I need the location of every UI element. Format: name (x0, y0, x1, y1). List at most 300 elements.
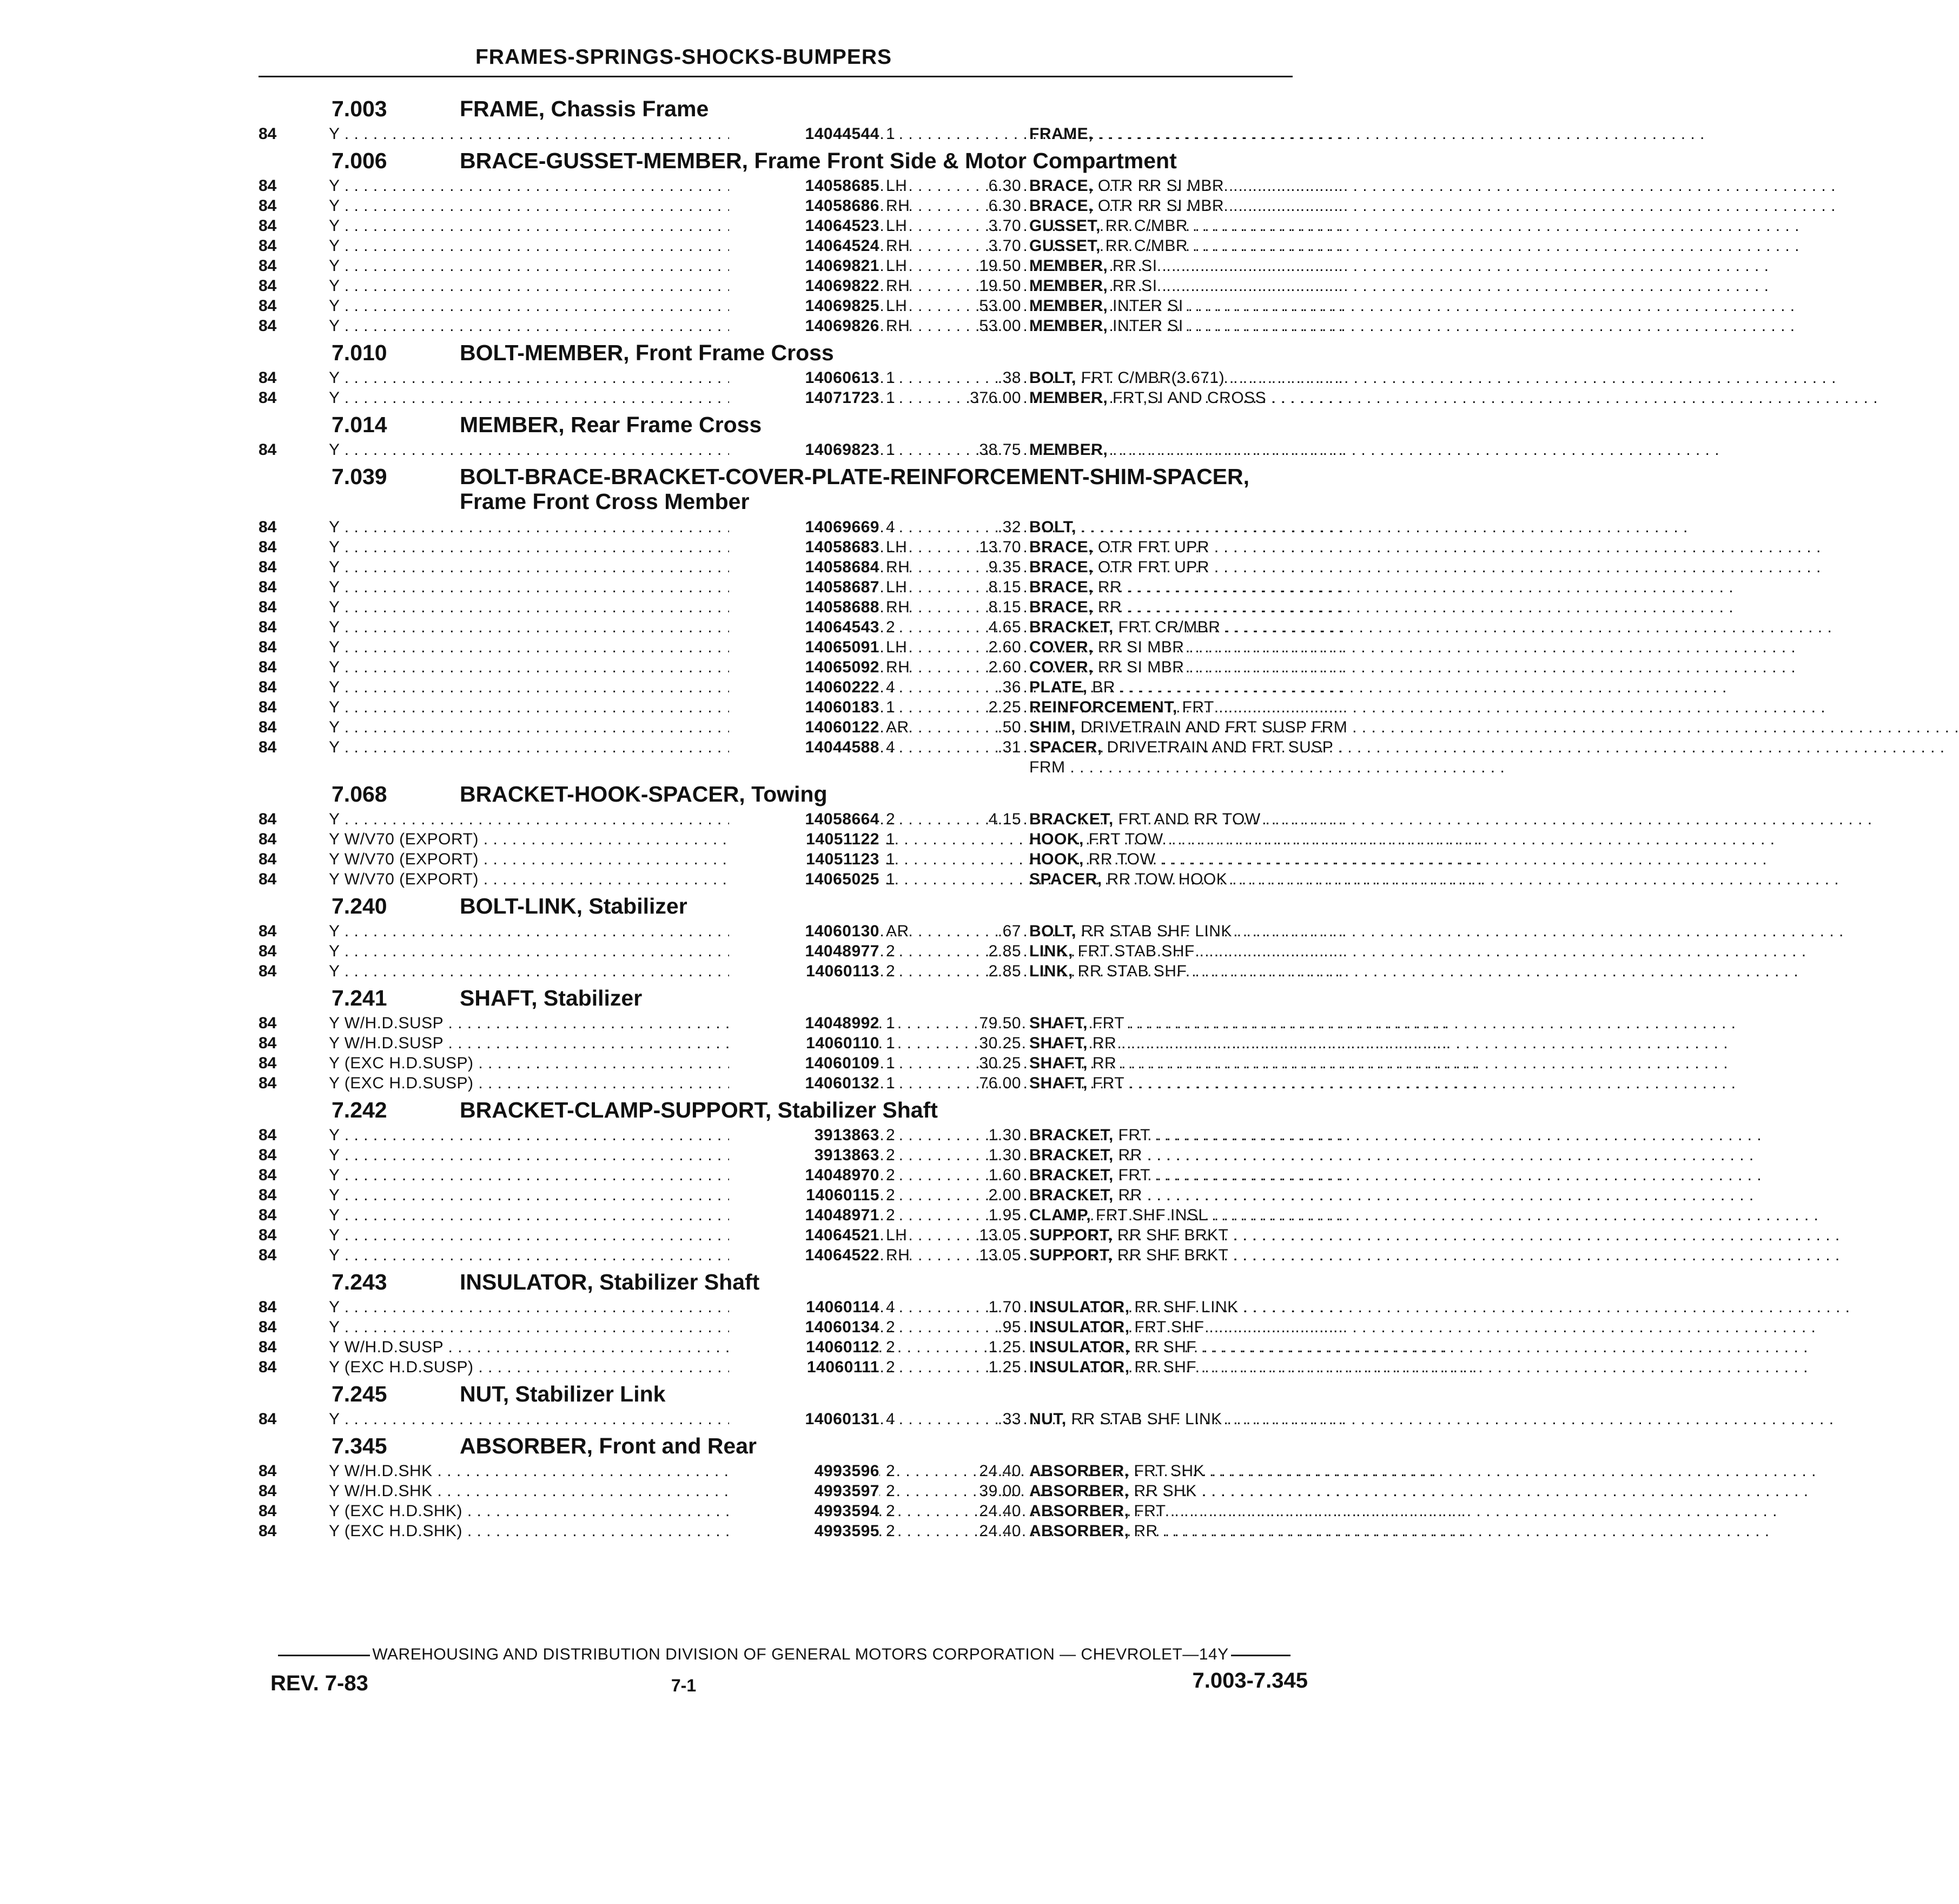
model-year: 84 (259, 1462, 277, 1480)
model-year: 84 (259, 197, 277, 215)
part-noun: SPACER, (1029, 738, 1102, 756)
model-year: 84 (259, 922, 277, 940)
part-detail: RR TOW (1088, 850, 1156, 868)
application: Y . . . (329, 557, 867, 577)
part-number: 3913863 (729, 1145, 879, 1165)
part-description (1029, 296, 1305, 316)
section-heading (259, 95, 1305, 124)
quantity: 1 (886, 830, 896, 848)
part-detail: RR SHF BRKT (1117, 1226, 1228, 1244)
part-detail: OTR RR SI MBR (1097, 177, 1225, 195)
part-number: 14060113 (729, 961, 879, 981)
part-detail: FRT,SI AND CROSS (1113, 389, 1267, 407)
part-noun: BRACKET, (1029, 1126, 1114, 1144)
page-title: FRAMES-SPRINGS-SHOCKS-BUMPERS (475, 45, 892, 69)
application: Y . . . (329, 1297, 867, 1317)
quantity: 1 (886, 698, 896, 716)
part-description (1029, 657, 1305, 677)
part-number: 14058664 (729, 809, 879, 829)
part-detail: RR SHF BRKT (1117, 1246, 1228, 1264)
part-noun: COVER, (1029, 658, 1094, 676)
quantity: LH (886, 1226, 908, 1244)
part-number: 14051123 (729, 849, 879, 869)
quantity: 1 (886, 1014, 896, 1032)
section-heading (259, 1268, 1305, 1297)
part-noun: LINK, (1029, 962, 1073, 980)
section-heading (259, 781, 1305, 809)
quantity: 1 (886, 369, 896, 387)
part-noun: BRACE, (1029, 598, 1094, 616)
part-description (1029, 921, 1305, 941)
model-year: 84 (259, 1298, 277, 1316)
section-number: 7.014 (332, 412, 387, 437)
model-year: 84 (259, 257, 277, 275)
part-number: 14048970 (729, 1165, 879, 1185)
part-description (1029, 1521, 1305, 1541)
part-description (1029, 697, 1305, 717)
part-row (259, 577, 1305, 597)
part-number: 14060613 (729, 368, 879, 388)
part-noun: SUPPORT, (1029, 1226, 1113, 1244)
part-noun: BRACKET, (1029, 1166, 1114, 1184)
quantity: LH (886, 217, 908, 235)
application: Y . . . (329, 961, 867, 981)
part-noun: SUPPORT, (1029, 1246, 1113, 1264)
part-description (1029, 517, 1305, 537)
part-detail: FRT (1118, 1126, 1150, 1144)
model-year: 84 (259, 518, 277, 536)
part-noun: SHIM, (1029, 718, 1076, 736)
part-row (259, 1073, 1305, 1093)
section-number: 7.245 (332, 1381, 387, 1406)
part-detail: RR SI MBR (1097, 638, 1184, 656)
part-number: 14058688 (729, 597, 879, 617)
part-detail: FRT (1118, 1166, 1150, 1184)
application: Y . . . (329, 717, 867, 737)
part-detail: RR SHF (1134, 1358, 1197, 1376)
price: .33 (997, 1410, 1021, 1428)
catalog-section (259, 984, 1305, 1093)
part-description (1029, 196, 1305, 216)
model-year: 84 (259, 1318, 277, 1336)
model-year: 84 (259, 578, 277, 596)
part-noun: GUSSET, (1029, 237, 1101, 255)
part-noun: FRAME, (1029, 125, 1093, 143)
section-heading (259, 147, 1305, 176)
quantity: 2 (886, 1358, 896, 1376)
model-year: 84 (259, 738, 277, 756)
application: Y . . . (329, 737, 867, 757)
model-year: 84 (259, 389, 277, 407)
part-row (259, 1053, 1305, 1073)
section-title: MEMBER, Rear Frame Cross (460, 412, 762, 437)
quantity: 2 (886, 1146, 896, 1164)
quantity: 2 (886, 810, 896, 828)
part-detail: OTR RR SI MBR (1097, 197, 1225, 215)
quantity: 2 (886, 962, 896, 980)
application: Y W/H.D.SHK . . . (329, 1461, 867, 1481)
part-detail: RR (1092, 1034, 1117, 1052)
part-row (259, 256, 1305, 276)
model-year: 84 (259, 1186, 277, 1204)
part-description (1029, 1073, 1305, 1093)
application: Y . . . (329, 1225, 867, 1245)
part-detail: FRT (1182, 698, 1214, 716)
model-year: 84 (259, 538, 277, 556)
model-year: 84 (259, 177, 277, 195)
application: Y . . . (329, 1185, 867, 1205)
part-row (259, 1297, 1305, 1317)
quantity: 1 (886, 441, 896, 459)
application: Y W/H.D.SUSP . . . (329, 1337, 867, 1357)
model-year: 84 (259, 678, 277, 696)
part-row (259, 921, 1305, 941)
catalog-section (259, 463, 1348, 777)
part-number: 14064524 (729, 236, 879, 256)
part-description (1029, 849, 1305, 869)
price: 376.00 (970, 389, 1021, 407)
part-number: 14069826 (729, 316, 879, 336)
quantity: 2 (886, 1462, 896, 1480)
application: Y . . . (329, 677, 867, 697)
section-title: BOLT-MEMBER, Front Frame Cross (460, 340, 834, 365)
quantity: 1 (886, 389, 896, 407)
quantity: 1 (886, 125, 896, 143)
model-year: 84 (259, 942, 277, 960)
part-detail: INTER SI (1113, 317, 1183, 335)
price: 39.00 (979, 1482, 1021, 1500)
part-description (1029, 869, 1305, 889)
quantity: AR (886, 718, 909, 736)
part-number: 14060222 (729, 677, 879, 697)
quantity: RH (886, 1246, 910, 1264)
model-year: 84 (259, 1074, 277, 1092)
section-number: 7.039 (332, 464, 387, 489)
part-description (1029, 1357, 1305, 1377)
quantity: AR (886, 922, 909, 940)
section-title: NUT, Stabilizer Link (460, 1381, 666, 1406)
price: 1.30 (988, 1126, 1021, 1144)
catalog-section (259, 1268, 1305, 1377)
part-noun: NUT, (1029, 1410, 1067, 1428)
price: 2.60 (988, 658, 1021, 676)
quantity: LH (886, 177, 908, 195)
part-row (259, 677, 1305, 697)
quantity: RH (886, 197, 910, 215)
model-year: 84 (259, 870, 277, 888)
part-number: 14064543 (729, 617, 879, 637)
quantity: 4 (886, 1410, 896, 1428)
price: 6.30 (988, 197, 1021, 215)
part-detail: FRT C/MBR(3.671) (1081, 369, 1225, 387)
application: Y . . . (329, 537, 867, 557)
part-row (259, 697, 1305, 717)
part-number: 14060132 (729, 1073, 879, 1093)
part-description (1029, 276, 1305, 296)
quantity: 4 (886, 678, 896, 696)
part-row (259, 961, 1305, 981)
part-detail: BR (1092, 678, 1115, 696)
footer-section-range: 7.003-7.345 (1192, 1669, 1308, 1693)
part-row (259, 296, 1305, 316)
part-noun: ABSORBER, (1029, 1462, 1129, 1480)
price: 1.60 (988, 1166, 1021, 1184)
part-description (1029, 637, 1305, 657)
price: 13.05 (979, 1226, 1021, 1244)
model-year: 84 (259, 618, 277, 636)
part-description (1029, 1033, 1305, 1053)
quantity: 2 (886, 1166, 896, 1184)
price: 13.05 (979, 1246, 1021, 1264)
price: 30.25 (979, 1034, 1021, 1052)
part-noun: BRACE, (1029, 177, 1094, 195)
part-detail: RR C/MBR (1105, 237, 1188, 255)
part-detail: OTR FRT UPR (1097, 558, 1209, 576)
part-detail: DRIVETRAIN AND FRT SUSP (1107, 738, 1333, 756)
part-row (259, 1501, 1305, 1521)
part-row (259, 1521, 1305, 1541)
part-noun: ABSORBER, (1029, 1502, 1129, 1520)
part-number: 14060115 (729, 1185, 879, 1205)
price: 79.50 (979, 1014, 1021, 1032)
part-noun: BOLT, (1029, 518, 1076, 536)
application: Y . . . (329, 256, 867, 276)
section-heading (259, 1380, 1305, 1409)
part-noun: COVER, (1029, 638, 1094, 656)
part-number: 14048992 (729, 1013, 879, 1033)
part-description (1029, 717, 1348, 737)
part-noun: BRACE, (1029, 578, 1094, 596)
catalog-section (259, 1380, 1305, 1429)
part-number: 14060114 (729, 1297, 879, 1317)
application: Y . . . (329, 176, 867, 196)
part-row (259, 316, 1305, 336)
part-number: 14060130 (729, 921, 879, 941)
part-number: 14048971 (729, 1205, 879, 1225)
part-row (259, 1317, 1305, 1337)
model-year: 84 (259, 1358, 277, 1376)
application: Y . . . (329, 517, 867, 537)
part-row (259, 1165, 1305, 1185)
part-description (1029, 388, 1305, 408)
part-description (1029, 316, 1305, 336)
section-number: 7.068 (332, 782, 387, 806)
section-title: ABSORBER, Front and Rear (460, 1433, 757, 1458)
part-detail: RR SHF (1134, 1338, 1197, 1356)
price: 4.65 (988, 618, 1021, 636)
part-description (1029, 216, 1305, 236)
model-year: 84 (259, 850, 277, 868)
model-year: 84 (259, 369, 277, 387)
model-year: 84 (259, 962, 277, 980)
part-number: 14069822 (729, 276, 879, 296)
part-noun: SHAFT, (1029, 1074, 1088, 1092)
part-description (1029, 124, 1305, 144)
model-year: 84 (259, 1054, 277, 1072)
part-number: 4993596 (729, 1461, 879, 1481)
model-year: 84 (259, 1246, 277, 1264)
model-year: 84 (259, 1502, 277, 1520)
application: Y W/V70 (EXPORT) . . . (329, 869, 867, 889)
model-year: 84 (259, 718, 277, 736)
part-description (1029, 617, 1305, 637)
part-number: 14060134 (729, 1317, 879, 1337)
part-noun: CLAMP, (1029, 1206, 1091, 1224)
part-detail: FRT SHF (1134, 1318, 1204, 1336)
part-detail: FRT TOW (1088, 830, 1163, 848)
part-row (259, 537, 1305, 557)
quantity: 4 (886, 738, 896, 756)
part-row (259, 557, 1305, 577)
part-noun: ABSORBER, (1029, 1522, 1129, 1540)
part-detail: FRT (1092, 1074, 1124, 1092)
part-description (1029, 537, 1305, 557)
quantity: 1 (886, 1034, 896, 1052)
part-number: 14065092 (729, 657, 879, 677)
part-detail: FRT SHK (1134, 1462, 1205, 1480)
part-number: 3913863 (729, 1125, 879, 1145)
section-heading (259, 892, 1305, 921)
part-description (1029, 368, 1305, 388)
part-row (259, 216, 1305, 236)
quantity: LH (886, 297, 908, 315)
footer-revision: REV. 7-83 (270, 1671, 368, 1695)
part-detail: INTER SI (1113, 297, 1183, 315)
application: Y . . . (329, 196, 867, 216)
part-description (1029, 1501, 1305, 1521)
part-description (1029, 1409, 1305, 1429)
part-number: 14058686 (729, 196, 879, 216)
quantity: 2 (886, 1206, 896, 1224)
part-noun: MEMBER, (1029, 297, 1108, 315)
model-year: 84 (259, 277, 277, 295)
part-noun: BRACE, (1029, 558, 1094, 576)
price: 53.00 (979, 297, 1021, 315)
quantity: 1 (886, 1054, 896, 1072)
part-description (1029, 577, 1305, 597)
part-number: 14065091 (729, 637, 879, 657)
section-number: 7.006 (332, 148, 387, 173)
catalog-section (259, 781, 1305, 889)
application: Y . . . (329, 124, 867, 144)
application: Y . . . (329, 697, 867, 717)
part-row (259, 657, 1305, 677)
part-number: 14065025 (729, 869, 879, 889)
price: 2.85 (988, 942, 1021, 960)
price: 3.70 (988, 217, 1021, 235)
section-number: 7.241 (332, 986, 387, 1010)
price: 13.70 (979, 538, 1021, 556)
part-description (1029, 1225, 1305, 1245)
part-detail: RR STAB SHF (1077, 962, 1187, 980)
quantity: 1 (886, 870, 896, 888)
section-number: 7.243 (332, 1270, 387, 1294)
part-noun: SPACER, (1029, 870, 1102, 888)
part-description (1029, 737, 1333, 757)
part-noun: HOOK, (1029, 850, 1084, 868)
part-row (259, 124, 1305, 144)
section-title: BOLT-BRACE-BRACKET-COVER-PLATE-REINFORCEMENT-SHIM-SPACER, Frame Front Cross Member (460, 464, 1250, 514)
quantity: LH (886, 638, 908, 656)
quantity: 2 (886, 1522, 896, 1540)
part-detail: FRT (1134, 1502, 1166, 1520)
price: 53.00 (979, 317, 1021, 335)
part-description (1029, 1481, 1305, 1501)
quantity: LH (886, 578, 908, 596)
price: .32 (997, 518, 1021, 536)
part-number: 14060109 (729, 1053, 879, 1073)
catalog-section (259, 1096, 1305, 1265)
part-number: 14058685 (729, 176, 879, 196)
part-detail: RR (1092, 1054, 1117, 1072)
quantity: RH (886, 598, 910, 616)
part-number: 14069823 (729, 440, 879, 460)
part-description (1029, 440, 1305, 460)
part-detail: RR (1097, 578, 1122, 596)
quantity: 2 (886, 1338, 896, 1356)
quantity: LH (886, 257, 908, 275)
part-detail: FRT CR/MBR (1118, 618, 1221, 636)
model-year: 84 (259, 1146, 277, 1164)
model-year: 84 (259, 441, 277, 459)
part-noun: REINFORCEMENT, (1029, 698, 1177, 716)
quantity: 2 (886, 618, 896, 636)
part-detail: FRT AND RR TOW (1118, 810, 1261, 828)
model-year: 84 (259, 1482, 277, 1500)
quantity: LH (886, 538, 908, 556)
part-description (1029, 1317, 1305, 1337)
part-row (259, 637, 1305, 657)
section-title: BRACE-GUSSET-MEMBER, Frame Front Side & Motor Compartment (460, 148, 1177, 173)
quantity: RH (886, 237, 910, 255)
application: Y (EXC H.D.SHK) . . . (329, 1521, 867, 1541)
price: 4.15 (988, 810, 1021, 828)
part-row (259, 809, 1305, 829)
quantity: 2 (886, 1186, 896, 1204)
section-heading (259, 339, 1305, 368)
price: 1.30 (988, 1146, 1021, 1164)
part-row (259, 1013, 1305, 1033)
model-year: 84 (259, 698, 277, 716)
part-noun: ABSORBER, (1029, 1482, 1129, 1500)
price: .50 (997, 718, 1021, 736)
price: .95 (997, 1318, 1021, 1336)
quantity: 1 (886, 850, 896, 868)
part-noun: BOLT, (1029, 369, 1076, 387)
part-noun: SHAFT, (1029, 1014, 1088, 1032)
part-number: 14069825 (729, 296, 879, 316)
part-description (1029, 1053, 1305, 1073)
part-noun: INSULATOR, (1029, 1358, 1130, 1376)
part-row (259, 1033, 1305, 1053)
part-row (259, 829, 1305, 849)
part-detail: RR STAB SHF LINK (1071, 1410, 1222, 1428)
catalog-section (259, 1432, 1305, 1541)
application: Y W/H.D.SUSP . . . (329, 1013, 867, 1033)
price: 76.00 (979, 1074, 1021, 1092)
part-row (259, 1461, 1305, 1481)
footer-page-number: 7-1 (671, 1676, 697, 1695)
section-heading (259, 463, 1305, 517)
model-year: 84 (259, 125, 277, 143)
application: Y (EXC H.D.SHK) . . . (329, 1501, 867, 1521)
application: Y . . . (329, 617, 867, 637)
footer-rule-right (1231, 1655, 1290, 1656)
part-noun: HOOK, (1029, 830, 1084, 848)
part-description (1029, 176, 1305, 196)
application: Y . . . (329, 1205, 867, 1225)
application: Y (EXC H.D.SUSP) . . . (329, 1053, 867, 1073)
